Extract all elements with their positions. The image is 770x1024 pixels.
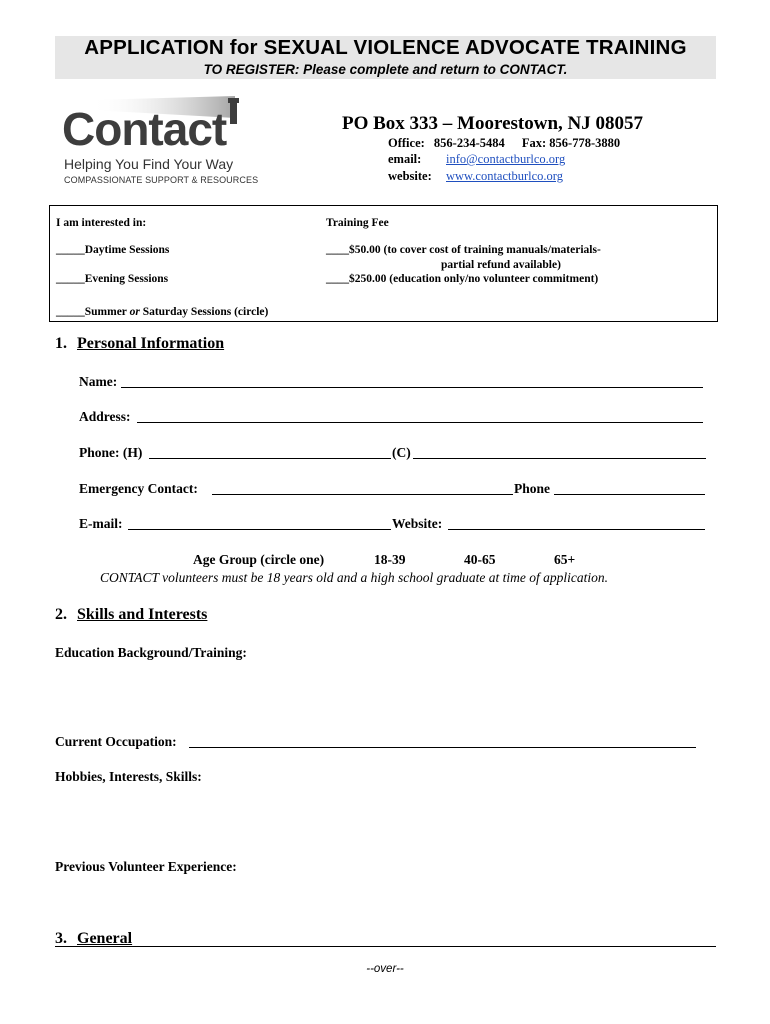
- form-subtitle: TO REGISTER: Please complete and return to CONTACT.: [203, 62, 568, 77]
- section2-heading: [55, 606, 207, 624]
- email-label: email:: [388, 152, 422, 166]
- age-option-65-plus[interactable]: 65+: [554, 552, 576, 567]
- website-link[interactable]: www.contactburlco.org: [446, 169, 563, 183]
- logo-wordmark: Contact: [62, 103, 227, 155]
- office-number: 856-234-5484: [433, 136, 505, 150]
- section3-number: 3.: [55, 930, 67, 947]
- summer-prefix: _____Summer: [56, 306, 130, 318]
- logo-tagline: Helping You Find Your Way: [64, 156, 234, 172]
- emergency-contact-label: Emergency Contact:: [79, 481, 198, 496]
- phone-home-label: Phone: (H): [79, 445, 143, 460]
- fee-option-250[interactable]: ____$250.00 (education only/no volunteer commitment): [326, 273, 599, 285]
- age-requirement-note: CONTACT volunteers must be 18 years old and a high school graduate at time of application.: [100, 570, 608, 585]
- address-field[interactable]: [137, 410, 703, 423]
- phone-home-field[interactable]: [149, 446, 391, 459]
- email-row: [388, 152, 421, 167]
- age-option-18-39[interactable]: 18-39: [374, 552, 406, 567]
- hobbies-label: Hobbies, Interests, Skills:: [55, 769, 202, 784]
- page-over-note: --over--: [366, 963, 404, 975]
- phone-cell-label: (C): [392, 445, 411, 460]
- section1-number: 1.: [55, 335, 67, 352]
- website-label: website:: [388, 169, 432, 183]
- volunteer-experience-field[interactable]: [55, 879, 715, 924]
- summer-suffix: Saturday Sessions (circle): [139, 306, 269, 318]
- age-option-40-65[interactable]: 40-65: [464, 552, 496, 567]
- section2-title: Skills and Interests: [77, 606, 208, 623]
- fee-heading: Training Fee: [326, 217, 389, 229]
- section1-heading: [55, 335, 224, 353]
- occupation-field[interactable]: [189, 735, 696, 748]
- fee-option-50-note: partial refund available): [441, 259, 561, 271]
- occupation-label: Current Occupation:: [55, 734, 177, 749]
- hobbies-field[interactable]: [55, 789, 715, 854]
- form-title: APPLICATION for SEXUAL VIOLENCE ADVOCATE TRAINING: [84, 36, 687, 59]
- option-evening[interactable]: _____Evening Sessions: [56, 273, 169, 285]
- section3-title: General: [77, 930, 133, 947]
- emergency-phone-field[interactable]: [554, 482, 705, 495]
- section3-rule: [55, 946, 716, 947]
- phone-cell-field[interactable]: [413, 446, 706, 459]
- age-group-label: Age Group (circle one): [193, 552, 325, 567]
- summer-or: or: [129, 306, 140, 318]
- fax-number: 856-778-3880: [549, 136, 621, 150]
- website-field-label: Website:: [392, 516, 443, 531]
- email-input[interactable]: [128, 517, 391, 530]
- name-field[interactable]: [121, 375, 703, 388]
- volunteer-experience-label: Previous Volunteer Experience:: [55, 859, 237, 874]
- emergency-phone-label: Phone: [514, 481, 551, 496]
- office-row: [388, 136, 620, 151]
- interest-heading: I am interested in:: [56, 217, 147, 229]
- office-label: Office:: [388, 136, 425, 150]
- address-label: Address:: [79, 409, 131, 424]
- option-daytime[interactable]: _____Daytime Sessions: [56, 244, 170, 256]
- name-label: Name:: [79, 374, 118, 389]
- option-summer[interactable]: [56, 306, 268, 318]
- section1-title: Personal Information: [77, 335, 225, 352]
- email-link[interactable]: info@contactburlco.org: [446, 152, 566, 166]
- emergency-contact-field[interactable]: [212, 482, 513, 495]
- education-field[interactable]: [55, 665, 715, 725]
- email-field-label: E-mail:: [79, 516, 123, 531]
- logo-subline: COMPASSIONATE SUPPORT & RESOURCES: [64, 175, 259, 185]
- fee-option-50[interactable]: ____$50.00 (to cover cost of training manuals/materials-: [326, 244, 601, 256]
- website-input[interactable]: [448, 517, 705, 530]
- education-label: Education Background/Training:: [55, 645, 247, 660]
- section2-number: 2.: [55, 606, 67, 623]
- fax-label: Fax:: [521, 136, 547, 150]
- org-address: PO Box 333 – Moorestown, NJ 08057: [342, 113, 643, 134]
